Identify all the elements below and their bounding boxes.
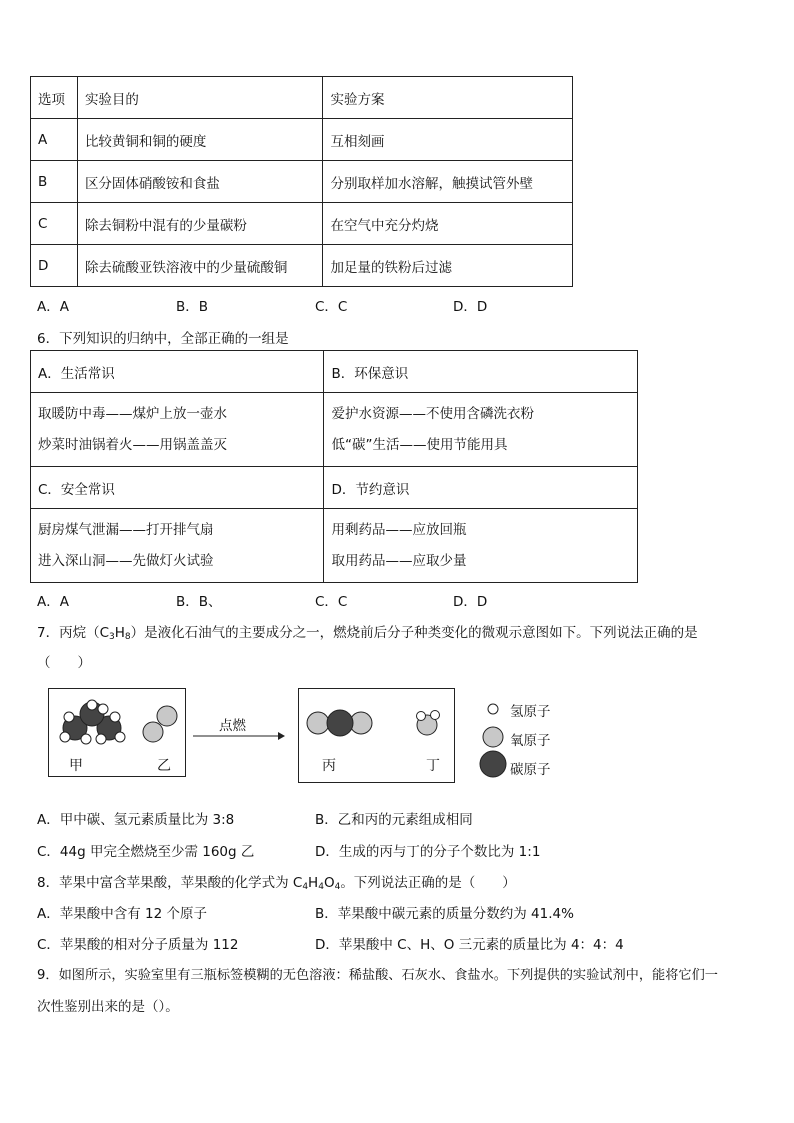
q6-a-line: 取暖防中毒——煤炉上放一壶水 [38, 405, 227, 422]
q6-b-content [324, 393, 638, 467]
q9-stem-line1: 9．如图所示，实验室里有三瓶标签模糊的无色溶液：稀盐酸、石灰水、食盐水。下列提供的实验试剂中，能将它们一 [37, 968, 718, 983]
q6-c-line: 厨房煤气泄漏——打开排气扇 [38, 521, 214, 538]
q6-table [30, 350, 638, 583]
q8-option-d[interactable]: D．苹果酸中 C、H、O 三元素的质量比为 4：4：4 [315, 937, 624, 953]
table-cell: 区分固体硝酸铵和食盐 [77, 161, 323, 203]
label-jia: 甲 [69, 758, 83, 774]
q6-b-title: B．环保意识 [324, 351, 638, 393]
table-header-cell: 选项 [31, 77, 78, 119]
q6-d-content [324, 509, 638, 583]
q5-table [30, 76, 573, 287]
products-box [298, 688, 455, 783]
table-cell: 在空气中充分灼烧 [323, 203, 573, 245]
oxygen-molecule [143, 706, 177, 742]
water-molecule [417, 711, 440, 736]
q5-option-a[interactable]: A．A [37, 299, 69, 315]
table-cell: 互相刻画 [323, 119, 573, 161]
q7-option-c[interactable]: C．44g 甲完全燃烧至少需 160g 乙 [37, 844, 255, 860]
legend-oxygen: 氧原子 [510, 733, 551, 749]
q8-stem: 8．苹果中富含苹果酸，苹果酸的化学式为 $C_4H_4O_4$。下列说法正确的是（ ） [37, 875, 516, 892]
q7-answer-paren: （ ） [37, 655, 91, 671]
label-ding: 丁 [426, 758, 440, 774]
table-header-cell: 实验目的 [77, 77, 323, 119]
q5-option-b[interactable]: B．B [176, 299, 209, 315]
table-cell: 分别取样加水溶解，触摸试管外壁 [323, 161, 573, 203]
table-cell: B [31, 161, 78, 203]
q6-c-line: 进入深山洞——先做灯火试验 [38, 552, 214, 569]
table-cell: D [31, 245, 78, 287]
table-cell: 比较黄铜和铜的硬度 [77, 119, 323, 161]
q6-c-content [31, 509, 324, 583]
q6-option-b[interactable]: B．B、 [176, 594, 222, 610]
q5-option-c[interactable]: C．C [315, 299, 348, 315]
table-header-cell: 实验方案 [323, 77, 573, 119]
legend-carbon: 碳原子 [510, 762, 551, 778]
q9-stem-line2: 次性鉴别出来的是（）。 [37, 999, 179, 1015]
q7-option-a[interactable]: A．甲中碳、氢元素质量比为 3:8 [37, 812, 235, 828]
legend-hydrogen: 氢原子 [510, 704, 551, 720]
table-cell: 除去硫酸亚铁溶液中的少量硫酸铜 [77, 245, 323, 287]
q7-option-b[interactable]: B．乙和丙的元素组成相同 [315, 812, 473, 828]
arrow-label: 点燃 [219, 718, 246, 734]
q6-stem: 6．下列知识的归纳中，全部正确的一组是 [37, 331, 289, 347]
co2-molecule [307, 710, 372, 736]
q8-option-a[interactable]: A．苹果酸中含有 12 个原子 [37, 906, 207, 922]
q6-option-a[interactable]: A．A [37, 594, 69, 610]
q7-stem: 7．丙烷$(C_3H_8)$是液化石油气的主要成分之一，燃烧前后分子种类变化的微观示意图如下。下列说法正确的是 [37, 625, 698, 642]
q6-c-title: C．安全常识 [31, 467, 324, 509]
q7-option-d[interactable]: D．生成的丙与丁的分子个数比为 1:1 [315, 844, 541, 860]
q6-a-title: A．生活常识 [31, 351, 324, 393]
q6-d-line: 取用药品——应取少量 [331, 552, 467, 569]
table-cell: A [31, 119, 78, 161]
q6-a-content [31, 393, 324, 467]
q6-d-title: D．节约意识 [324, 467, 638, 509]
table-cell: C [31, 203, 78, 245]
q8-option-b[interactable]: B．苹果酸中碳元素的质量分数约为 41.4% [315, 906, 574, 922]
propane-molecule [60, 700, 125, 744]
oxygen-atom-icon [479, 723, 507, 751]
q6-b-line: 爱护水资源——不使用含磷洗衣粉 [331, 405, 534, 422]
carbon-atom-icon [477, 748, 509, 780]
table-cell: 除去铜粉中混有的少量碳粉 [77, 203, 323, 245]
q6-option-c[interactable]: C．C [315, 594, 348, 610]
q6-d-line: 用剩药品——应放回瓶 [331, 521, 467, 538]
reaction-arrow-icon [192, 730, 286, 742]
label-yi: 乙 [157, 758, 171, 774]
q5-option-d[interactable]: D．D [453, 299, 488, 315]
q6-option-d[interactable]: D．D [453, 594, 488, 610]
q6-b-line: 低“碳”生活——使用节能用具 [331, 436, 508, 453]
hydrogen-atom-icon [483, 699, 503, 719]
q8-option-c[interactable]: C．苹果酸的相对分子质量为 112 [37, 937, 239, 953]
reactants-box [48, 688, 186, 777]
label-bing: 丙 [322, 758, 336, 774]
table-cell: 加足量的铁粉后过滤 [323, 245, 573, 287]
q6-a-line: 炒菜时油锅着火——用锅盖盖灭 [38, 436, 227, 453]
